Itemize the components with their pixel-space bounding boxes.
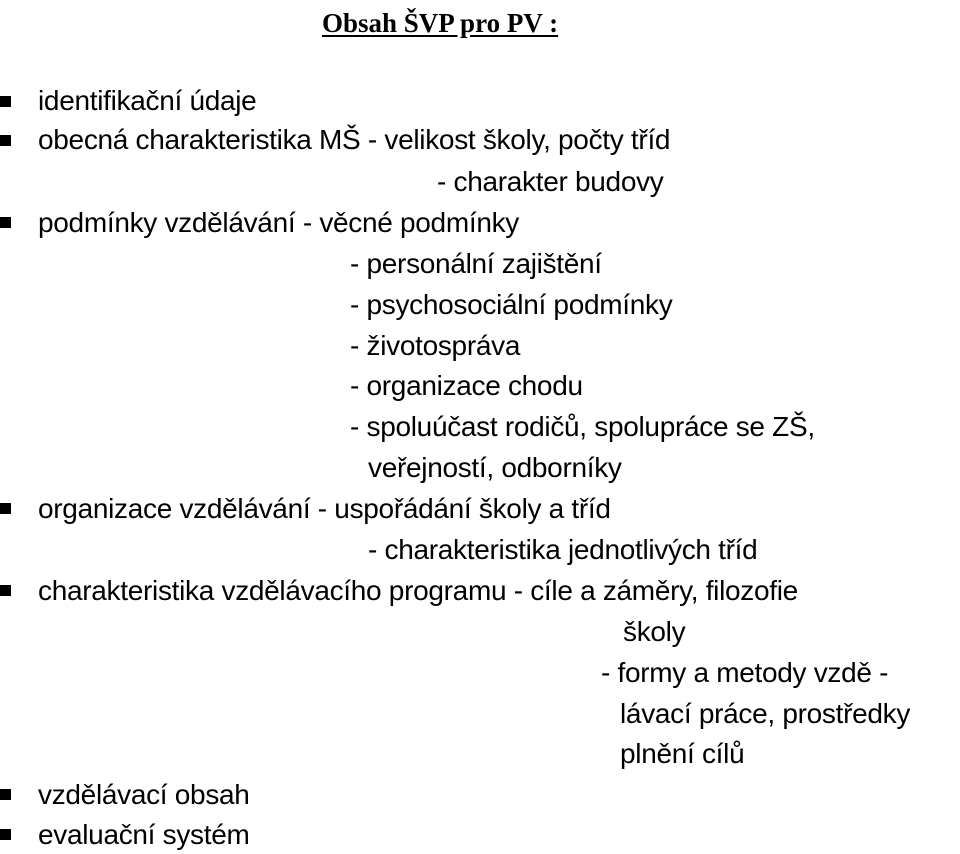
- list-item: charakteristika vzdělávacího programu - cíle a záměry, filozofie: [38, 575, 798, 606]
- list-item-continuation: - formy a metody vzdě -: [601, 657, 889, 688]
- list-item-continuation: - životospráva: [350, 330, 521, 361]
- list-item-continuation: lávací práce, prostředky: [620, 698, 911, 729]
- bullet-icon: [0, 503, 11, 514]
- list-item-continuation: školy: [623, 616, 686, 647]
- bullet-icon: [0, 135, 11, 146]
- bullet-icon: [0, 585, 11, 596]
- list-item: obecná charakteristika MŠ - velikost školy, počty tříd: [38, 124, 671, 155]
- list-item-continuation: - charakter budovy: [437, 166, 664, 197]
- list-item-continuation: - personální zajištění: [350, 248, 602, 279]
- list-item-continuation: veřejností, odborníky: [368, 452, 622, 483]
- list-item-continuation: plnění cílů: [620, 738, 745, 769]
- list-item-continuation: - organizace chodu: [350, 370, 583, 401]
- list-item-continuation: - charakteristika jednotlivých tříd: [368, 534, 758, 565]
- list-item: evaluační systém: [38, 819, 250, 850]
- bullet-icon: [0, 96, 11, 107]
- bullet-icon: [0, 217, 11, 228]
- list-item: organizace vzdělávání - uspořádání školy a tříd: [38, 493, 611, 524]
- bullet-icon: [0, 829, 11, 840]
- list-item: podmínky vzdělávání - věcné podmínky: [38, 207, 520, 238]
- list-item-continuation: - psychosociální podmínky: [350, 289, 673, 320]
- list-item-continuation: - spoluúčast rodičů, spolupráce se ZŠ,: [350, 411, 815, 442]
- bullet-icon: [0, 789, 11, 800]
- document-title: Obsah ŠVP pro PV :: [322, 8, 559, 38]
- list-item: vzdělávací obsah: [38, 779, 250, 810]
- list-item: identifikační údaje: [38, 85, 257, 116]
